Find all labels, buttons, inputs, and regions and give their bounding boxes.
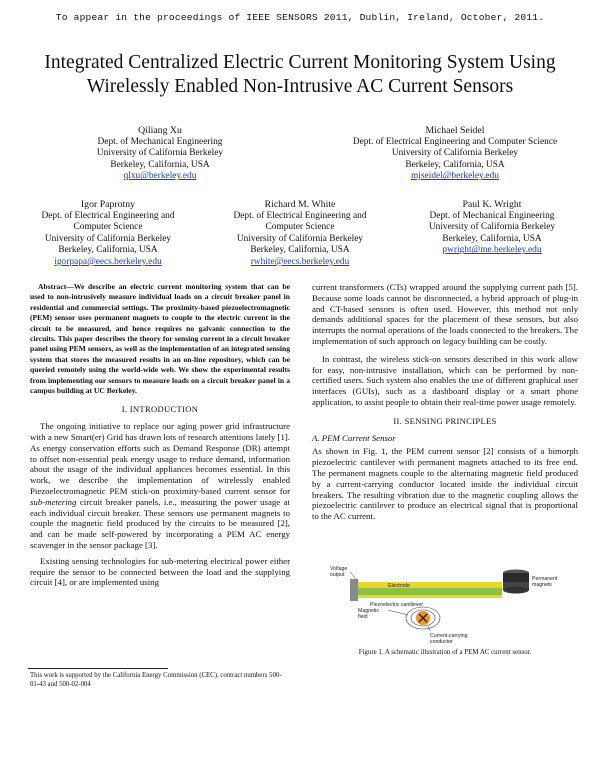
- author-affiliation: University of California Berkeley: [391, 148, 519, 159]
- author-email-link[interactable]: mjseidel@berkeley.edu: [411, 171, 499, 182]
- label-magnetic-field: Magnetic field: [358, 608, 380, 620]
- right-column: [312, 282, 578, 522]
- running-header: To appear in the proceedings of IEEE SENSORS 2011, Dublin, Ireland, October, 2011.: [55, 12, 545, 23]
- intro-paragraph-1: The ongoing initiative to replace our aging power grid infrastructure with a new Smart(er) Grid has drawn lots of research attentions lately [1]. As energy conservation efforts such as Demand Response (DR) attempt to offset non-essential peak energy usage to reduce demand, information about the usage of the individual appliances becomes essential. In this work, we describe the implementation of wirelessly enabled Piezoelectromagnetic PEM stick-on proximity-based current sensor for sub-metering circuit breaker panels, i.e., measuring the power usage at each individual circuit breaker. These sensors use permanent magnets to couple the magnetic field produced by the circuits to be measured [2], and can be made self-powered by incorporating a PEM AC energy scavenger in the sensor package [3].: [30, 421, 290, 551]
- author-block-4: [212, 199, 388, 269]
- author-email-link[interactable]: qlxu@berkeley.edu: [123, 171, 197, 182]
- author-affiliation: Berkeley, California, USA: [58, 245, 158, 256]
- pointer-line: [388, 610, 408, 615]
- section-heading-sensing-principles: II. SENSING PRINCIPLES: [393, 415, 497, 426]
- author-affiliation: Berkeley, California, USA: [442, 233, 542, 244]
- author-affiliation: Dept. of Mechanical Engineering: [97, 136, 223, 147]
- section-heading-introduction: I. INTRODUCTION: [121, 404, 199, 415]
- author-affiliation: University of California Berkeley: [428, 222, 556, 233]
- paper-title: Integrated Centralized Electric Current Monitoring System Using Wirelessly Enabled Non-Intrusive AC Current Sensors: [44, 52, 556, 97]
- author-affiliation: Dept. of Mechanical Engineering: [429, 210, 555, 221]
- author-email-link[interactable]: igorpapa@eecs.berkeley.edu: [54, 256, 162, 267]
- label-electrode: Electrode: [388, 583, 410, 589]
- intro-paragraph-2: Existing sensing technologies for sub-metering electrical power either require the sensor to be connected between the load and the supplying circuit [4], or are implemented using: [30, 555, 290, 588]
- author-email-link[interactable]: rwhite@eecs.berkeley.edu: [250, 256, 350, 267]
- author-affiliation: Berkeley, California, USA: [250, 245, 350, 256]
- body-paragraph: In contrast, the wireless stick-on sensors described in this work allow for easy, non-intrusive installation, which can be performed by non-certified users. Such system also enables the use of different graphical user interfaces (GUIs), such as a dashboard display or a smart phone application, to assist people to obtain their real-time power usage remotely.: [312, 353, 578, 407]
- left-column: [30, 282, 290, 588]
- body-paragraph: As shown in Fig. 1, the PEM current sensor [2] consists of a bimorph piezoelectric cantilever with permanent magnets attached to its free end. The permanent magnets couple to the alternating magnetic field produced by a current-carrying conductor located inside the individual circuit breakers. The resulting vibration due to the magnetic coupling allows the piezoelectric cantilever to produce an electrical signal that is proportional to the AC current.: [312, 446, 578, 522]
- permanent-magnet: [503, 573, 529, 582]
- figure-pem-sensor-diagram: [330, 566, 560, 644]
- figure-caption: Figure 1. A schematic illustration of a PEM AC current sensor.: [358, 649, 532, 656]
- author-affiliation: Computer Science: [73, 222, 143, 233]
- label-voltage-output: Voltage output: [330, 566, 348, 578]
- author-name: Igor Paprotny: [80, 199, 136, 210]
- author-affiliation: University of California Berkeley: [236, 233, 364, 244]
- author-affiliation: Berkeley, California, USA: [110, 159, 210, 170]
- label-permanent-magnets: Permanent magnets: [532, 576, 558, 588]
- author-affiliation: University of California Berkeley: [44, 233, 172, 244]
- electrode-layer: [358, 582, 502, 588]
- label-piezoelectric-cantilever: Piezoelectric cantilever: [370, 602, 424, 608]
- author-block-1: [60, 125, 260, 183]
- author-affiliation: Computer Science: [265, 222, 335, 233]
- author-block-2: [330, 125, 580, 183]
- label-current-conductor: Current-carrying conductor: [430, 633, 468, 644]
- author-affiliation: Dept. of Electrical Engineering and Computer Science: [352, 136, 558, 147]
- author-block-3: [20, 199, 196, 269]
- footnote: This work is supported by the California Energy Commission (CEC), contract numbers 500-01-43 and 500-02-004: [30, 672, 282, 688]
- author-email-link[interactable]: pwright@me.berkeley.edu: [442, 245, 542, 256]
- author-name: Qiliang Xu: [138, 125, 182, 136]
- author-affiliation: Berkeley, California, USA: [405, 159, 505, 170]
- author-affiliation: University of California Berkeley: [96, 148, 224, 159]
- author-name: Michael Seidel: [425, 125, 485, 136]
- author-name: Paul K. Wright: [462, 199, 522, 210]
- author-block-5: [404, 199, 580, 257]
- subsection-heading-pem-sensor: A. PEM Current Sensor: [312, 432, 396, 443]
- electrode-layer-bottom: [358, 595, 502, 598]
- author-affiliation: Dept. of Electrical Engineering and: [233, 210, 367, 221]
- author-affiliation: Dept. of Electrical Engineering and: [41, 210, 175, 221]
- body-paragraph: current transformers (CTs) wrapped around the supplying current path [5]. Because some loads cannot be disconnected, a hybrid approach of plug-in and CT-based sensors is often used. However, this method not only demands additional spaces for the placement of these sensors, but also interrupts the normal operations of the loads connected to the breakers. The implementation of such approach on legacy building can be costly.: [312, 282, 578, 346]
- abstract: Abstract—We describe an electric current monitoring system that can be used to non-intrusively measure individual loads on a circuit breaker panel in residential and commercial settings. The proximity-based piezoelectromagnetic (PEM) sensor uses permanent magnets to couple to the electric current in the circuit to be measured, and hence requires no galvanic connection to the circuits. This paper describes the theory for sensing current in a circuit breaker panel using PEM sensors, as well as the implementation of an integrated sensing system that stores the measured results in an on-line repository, which can be queried remotely using the world-wide web. We show the experimental results from implementing our sensors to measure loads on a circuit breaker panel in a campus building at UC Berkeley.: [30, 282, 290, 396]
- author-name: Richard M. White: [264, 199, 336, 210]
- cantilever-clamp: [350, 579, 358, 601]
- permanent-magnet: [503, 587, 529, 594]
- piezo-cantilever: [358, 588, 502, 595]
- footnote-rule: [28, 668, 168, 669]
